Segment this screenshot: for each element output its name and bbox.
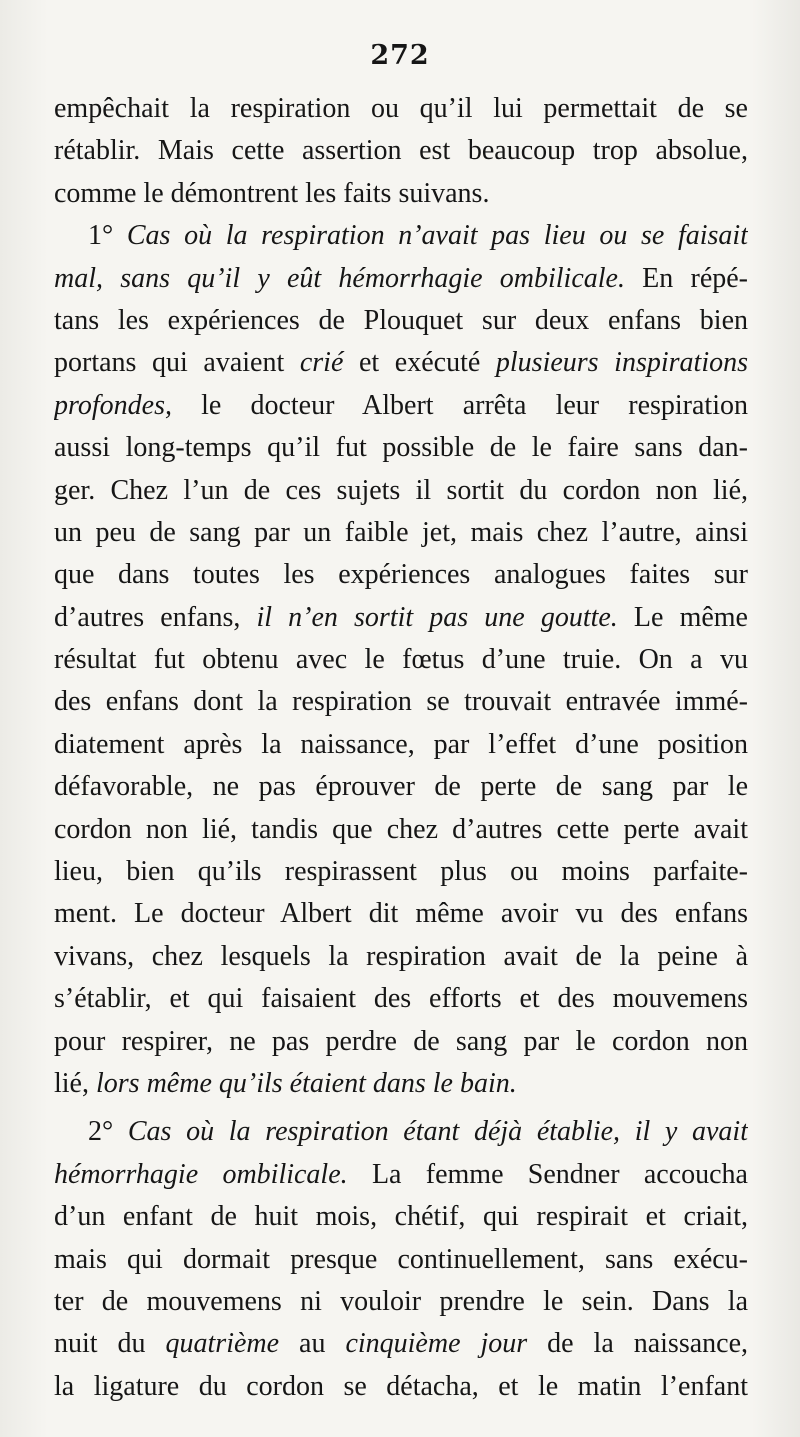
text-line xyxy=(54,470,748,512)
text-segment: diatement après la naissance, par l’effet d’une position xyxy=(54,728,748,760)
text-line xyxy=(54,809,748,851)
text-segment: mais qui dormait presque continuellement, sans exécu- xyxy=(54,1243,748,1275)
text-segment: résultat fut obtenu avec le fœtus d’une truie. On a vu xyxy=(54,644,748,676)
text-line xyxy=(54,427,748,469)
text-line xyxy=(54,258,748,300)
text-line xyxy=(54,1323,748,1365)
text-line xyxy=(54,639,748,681)
text-line xyxy=(54,1281,748,1323)
italic-text: Cas où la respiration n’avait pas lieu ou se faisait xyxy=(126,220,748,252)
text-line xyxy=(54,342,748,384)
text-line xyxy=(54,1154,748,1196)
page-number: 272 xyxy=(370,40,430,71)
text-segment: La femme Sendner accoucha xyxy=(347,1158,748,1190)
text-line xyxy=(54,1111,748,1153)
text-line xyxy=(54,385,748,427)
italic-text: hémorrhagie ombilicale. xyxy=(54,1158,348,1190)
text-line xyxy=(54,851,748,893)
text-line xyxy=(54,936,748,978)
text-segment: comme le démontrent les faits suivans. xyxy=(54,177,490,209)
text-line xyxy=(54,1366,748,1408)
text-segment: d’autres enfans, xyxy=(54,601,257,633)
text-line xyxy=(54,215,748,257)
italic-text: cinquième jour xyxy=(345,1328,528,1360)
text-segment: pour respirer, ne pas perdre de sang par le cordon non xyxy=(54,1025,748,1057)
text-line xyxy=(54,681,748,723)
text-line xyxy=(54,1196,748,1238)
text-segment: ment. Le docteur Albert dit même avoir vu des enfans xyxy=(54,898,748,930)
italic-text: lors même qu’ils étaient dans le bain. xyxy=(96,1067,517,1099)
text-segment: la ligature du cordon se détacha, et le matin l’enfant xyxy=(54,1370,748,1402)
text-line xyxy=(54,554,748,596)
text-segment: En répé- xyxy=(624,262,748,294)
text-segment: 2° xyxy=(88,1116,128,1148)
text-segment: vivans, chez lesquels la respiration avait de la peine à xyxy=(54,940,748,972)
text-segment: cordon non lié, tandis que chez d’autres cette perte avait xyxy=(54,813,748,845)
text-line xyxy=(54,130,748,172)
text-segment: que dans toutes les expériences analogues faites sur xyxy=(54,559,748,591)
text-segment: le docteur Albert arrêta leur respiration xyxy=(171,389,748,421)
text-segment: d’un enfant de huit mois, chétif, qui respirait et criait, xyxy=(54,1201,748,1233)
italic-text: Cas où la respiration étant déjà établie, il y avait xyxy=(127,1116,748,1148)
text-segment: et exécuté xyxy=(343,347,496,379)
text-segment: ger. Chez l’un de ces sujets il sortit du cordon non lié, xyxy=(54,474,748,506)
text-line xyxy=(54,173,748,215)
italic-text: mal, sans qu’il y eût hémorrhagie ombilicale. xyxy=(54,262,625,294)
text-segment: ter de mouvemens ni vouloir prendre le sein. Dans la xyxy=(54,1285,748,1317)
italic-text: quatrième xyxy=(165,1328,280,1360)
text-segment: rétablir. Mais cette assertion est beaucoup trop absolue, xyxy=(54,135,748,167)
text-segment: Le même xyxy=(617,601,748,633)
text-line xyxy=(54,1239,748,1281)
italic-text: crié xyxy=(299,347,344,379)
text-line xyxy=(54,893,748,935)
text-line xyxy=(54,1021,748,1063)
text-segment: au xyxy=(279,1328,346,1360)
italic-text: il n’en sortit pas une goutte. xyxy=(256,601,618,633)
text-segment: lié, xyxy=(54,1067,96,1099)
text-segment: lieu, bien qu’ils respirassent plus ou moins parfaite- xyxy=(54,856,748,888)
text-line xyxy=(54,88,748,130)
text-line xyxy=(54,724,748,766)
text-segment: 1° xyxy=(88,220,127,252)
text-segment: tans les expériences de Plouquet sur deux enfans bien xyxy=(54,304,748,336)
text-segment: de la naissance, xyxy=(527,1328,748,1360)
text-segment: un peu de sang par un faible jet, mais chez l’autre, ainsi xyxy=(54,516,748,548)
body-text xyxy=(54,88,748,1408)
text-segment: défavorable, ne pas éprouver de perte de sang par le xyxy=(54,771,748,803)
italic-text: profondes, xyxy=(54,389,172,421)
text-segment: empêchait la respiration ou qu’il lui permettait de se xyxy=(54,93,748,124)
text-line xyxy=(54,1063,748,1105)
text-line xyxy=(54,512,748,554)
text-segment: portans qui avaient xyxy=(54,347,300,379)
text-segment: s’établir, et qui faisaient des efforts et des mouvemens xyxy=(54,983,748,1015)
text-segment: nuit du xyxy=(54,1328,166,1360)
text-segment: des enfans dont la respiration se trouvait entravée immé- xyxy=(54,686,748,718)
text-line xyxy=(54,766,748,808)
text-segment: aussi long-temps qu’il fut possible de le faire sans dan- xyxy=(54,432,748,464)
text-line xyxy=(54,978,748,1020)
italic-text: plusieurs inspirations xyxy=(495,347,748,379)
text-line xyxy=(54,300,748,342)
text-line xyxy=(54,597,748,639)
